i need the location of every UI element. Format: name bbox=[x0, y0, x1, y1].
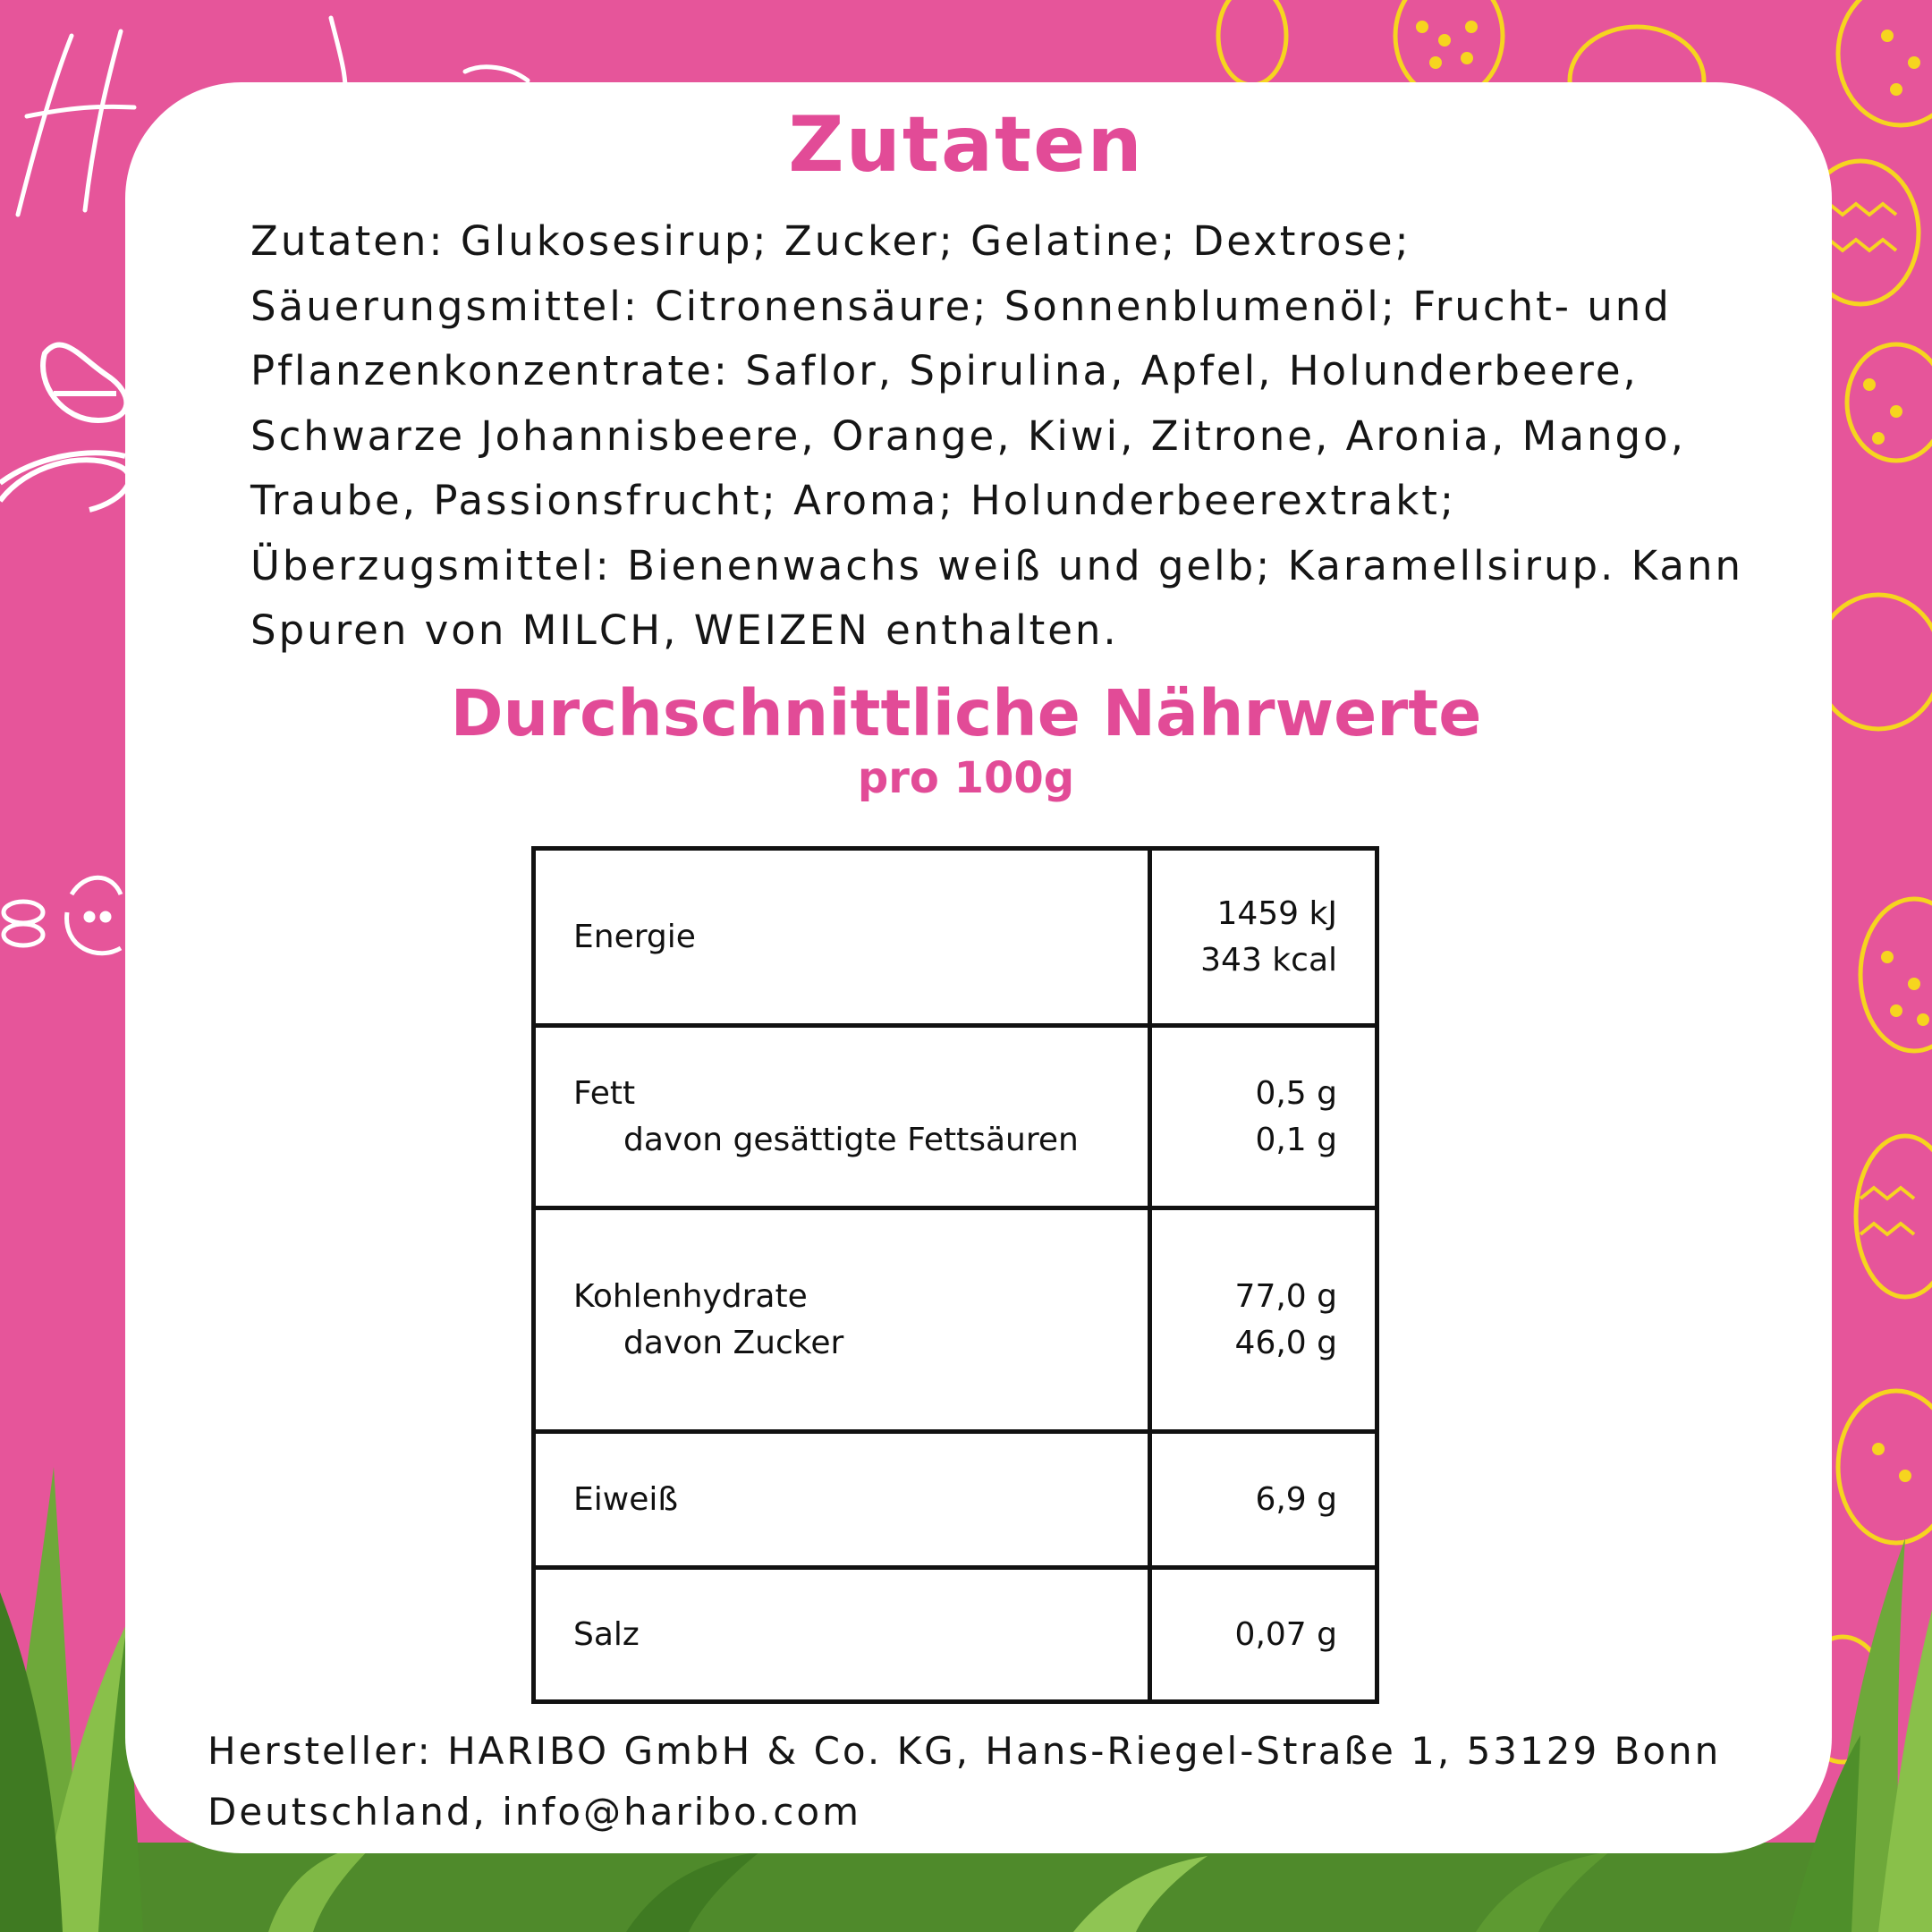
ingredients-line: Schwarze Johannisbeere, Orange, Kiwi, Zitrone, Aronia, Mango, bbox=[250, 411, 1686, 460]
manufacturer-address: Hersteller: HARIBO GmbH & Co. KG, Hans-Riegel-Straße 1, 53129 Bonn bbox=[208, 1729, 1722, 1773]
ingredients-line: Überzugsmittel: Bienenwachs weiß und gelb; Karamellsirup. Kann bbox=[250, 541, 1744, 589]
nutrient-sub-label: davon gesättigte Fettsäuren bbox=[623, 1121, 1079, 1158]
table-row bbox=[534, 849, 1377, 1026]
table-row bbox=[534, 1568, 1377, 1702]
table-row bbox=[534, 1208, 1377, 1432]
value-main: 0,5 g bbox=[1255, 1074, 1337, 1112]
nutrient-value bbox=[1150, 849, 1377, 1026]
nutrient-label-cell bbox=[534, 1208, 1150, 1432]
naehrwerte-title: Durchschnittliche Nährwerte bbox=[450, 676, 1482, 750]
nutrient-label: Salz bbox=[534, 1568, 1150, 1702]
bunny-ears-icon bbox=[0, 344, 129, 510]
ingredients-line: Zutaten: Glukosesirup; Zucker; Gelatine; Dextrose; bbox=[250, 217, 1411, 265]
nutrient-value bbox=[1150, 1208, 1377, 1432]
ingredients-line: Spuren von MILCH, WEIZEN enthalten. bbox=[250, 606, 1119, 654]
nutrient-label: Kohlenhydrate bbox=[573, 1277, 808, 1315]
table-row bbox=[534, 1026, 1377, 1208]
zutaten-title: Zutaten bbox=[788, 100, 1144, 190]
nutrient-value: 6,9 g bbox=[1150, 1432, 1377, 1568]
value-kj: 1459 kJ bbox=[1216, 894, 1337, 932]
naehrwerte-subtitle: pro 100g bbox=[857, 753, 1075, 803]
bunny-face-icon bbox=[4, 877, 121, 953]
ingredients-line: Säuerungsmittel: Citronensäure; Sonnenblumenöl; Frucht- und bbox=[250, 282, 1672, 330]
manufacturer-info bbox=[208, 1721, 1782, 1843]
ingredients-line: Traube, Passionsfrucht; Aroma; Holunderbeerextrakt; bbox=[250, 477, 1457, 524]
value-sub: 46,0 g bbox=[1234, 1324, 1337, 1361]
table-row bbox=[534, 1432, 1377, 1568]
nutrition-table bbox=[531, 846, 1379, 1704]
nutrient-label: Fett bbox=[573, 1074, 636, 1112]
nutrient-sub-label: davon Zucker bbox=[623, 1324, 844, 1361]
nutrient-value bbox=[1150, 1026, 1377, 1208]
value-main: 77,0 g bbox=[1234, 1277, 1337, 1315]
ingredients-line: Pflanzenkonzentrate: Saflor, Spirulina, Apfel, Holunderbeere, bbox=[250, 347, 1639, 394]
nutrient-label: Eiweiß bbox=[534, 1432, 1150, 1568]
nutrient-value: 0,07 g bbox=[1150, 1568, 1377, 1702]
ingredients-text bbox=[250, 209, 1744, 664]
value-sub: 0,1 g bbox=[1255, 1121, 1337, 1158]
manufacturer-contact: Deutschland, info@haribo.com bbox=[208, 1790, 861, 1834]
value-kcal: 343 kcal bbox=[1200, 941, 1337, 979]
nutrient-label-cell bbox=[534, 1026, 1150, 1208]
nutrient-label: Energie bbox=[534, 849, 1150, 1026]
